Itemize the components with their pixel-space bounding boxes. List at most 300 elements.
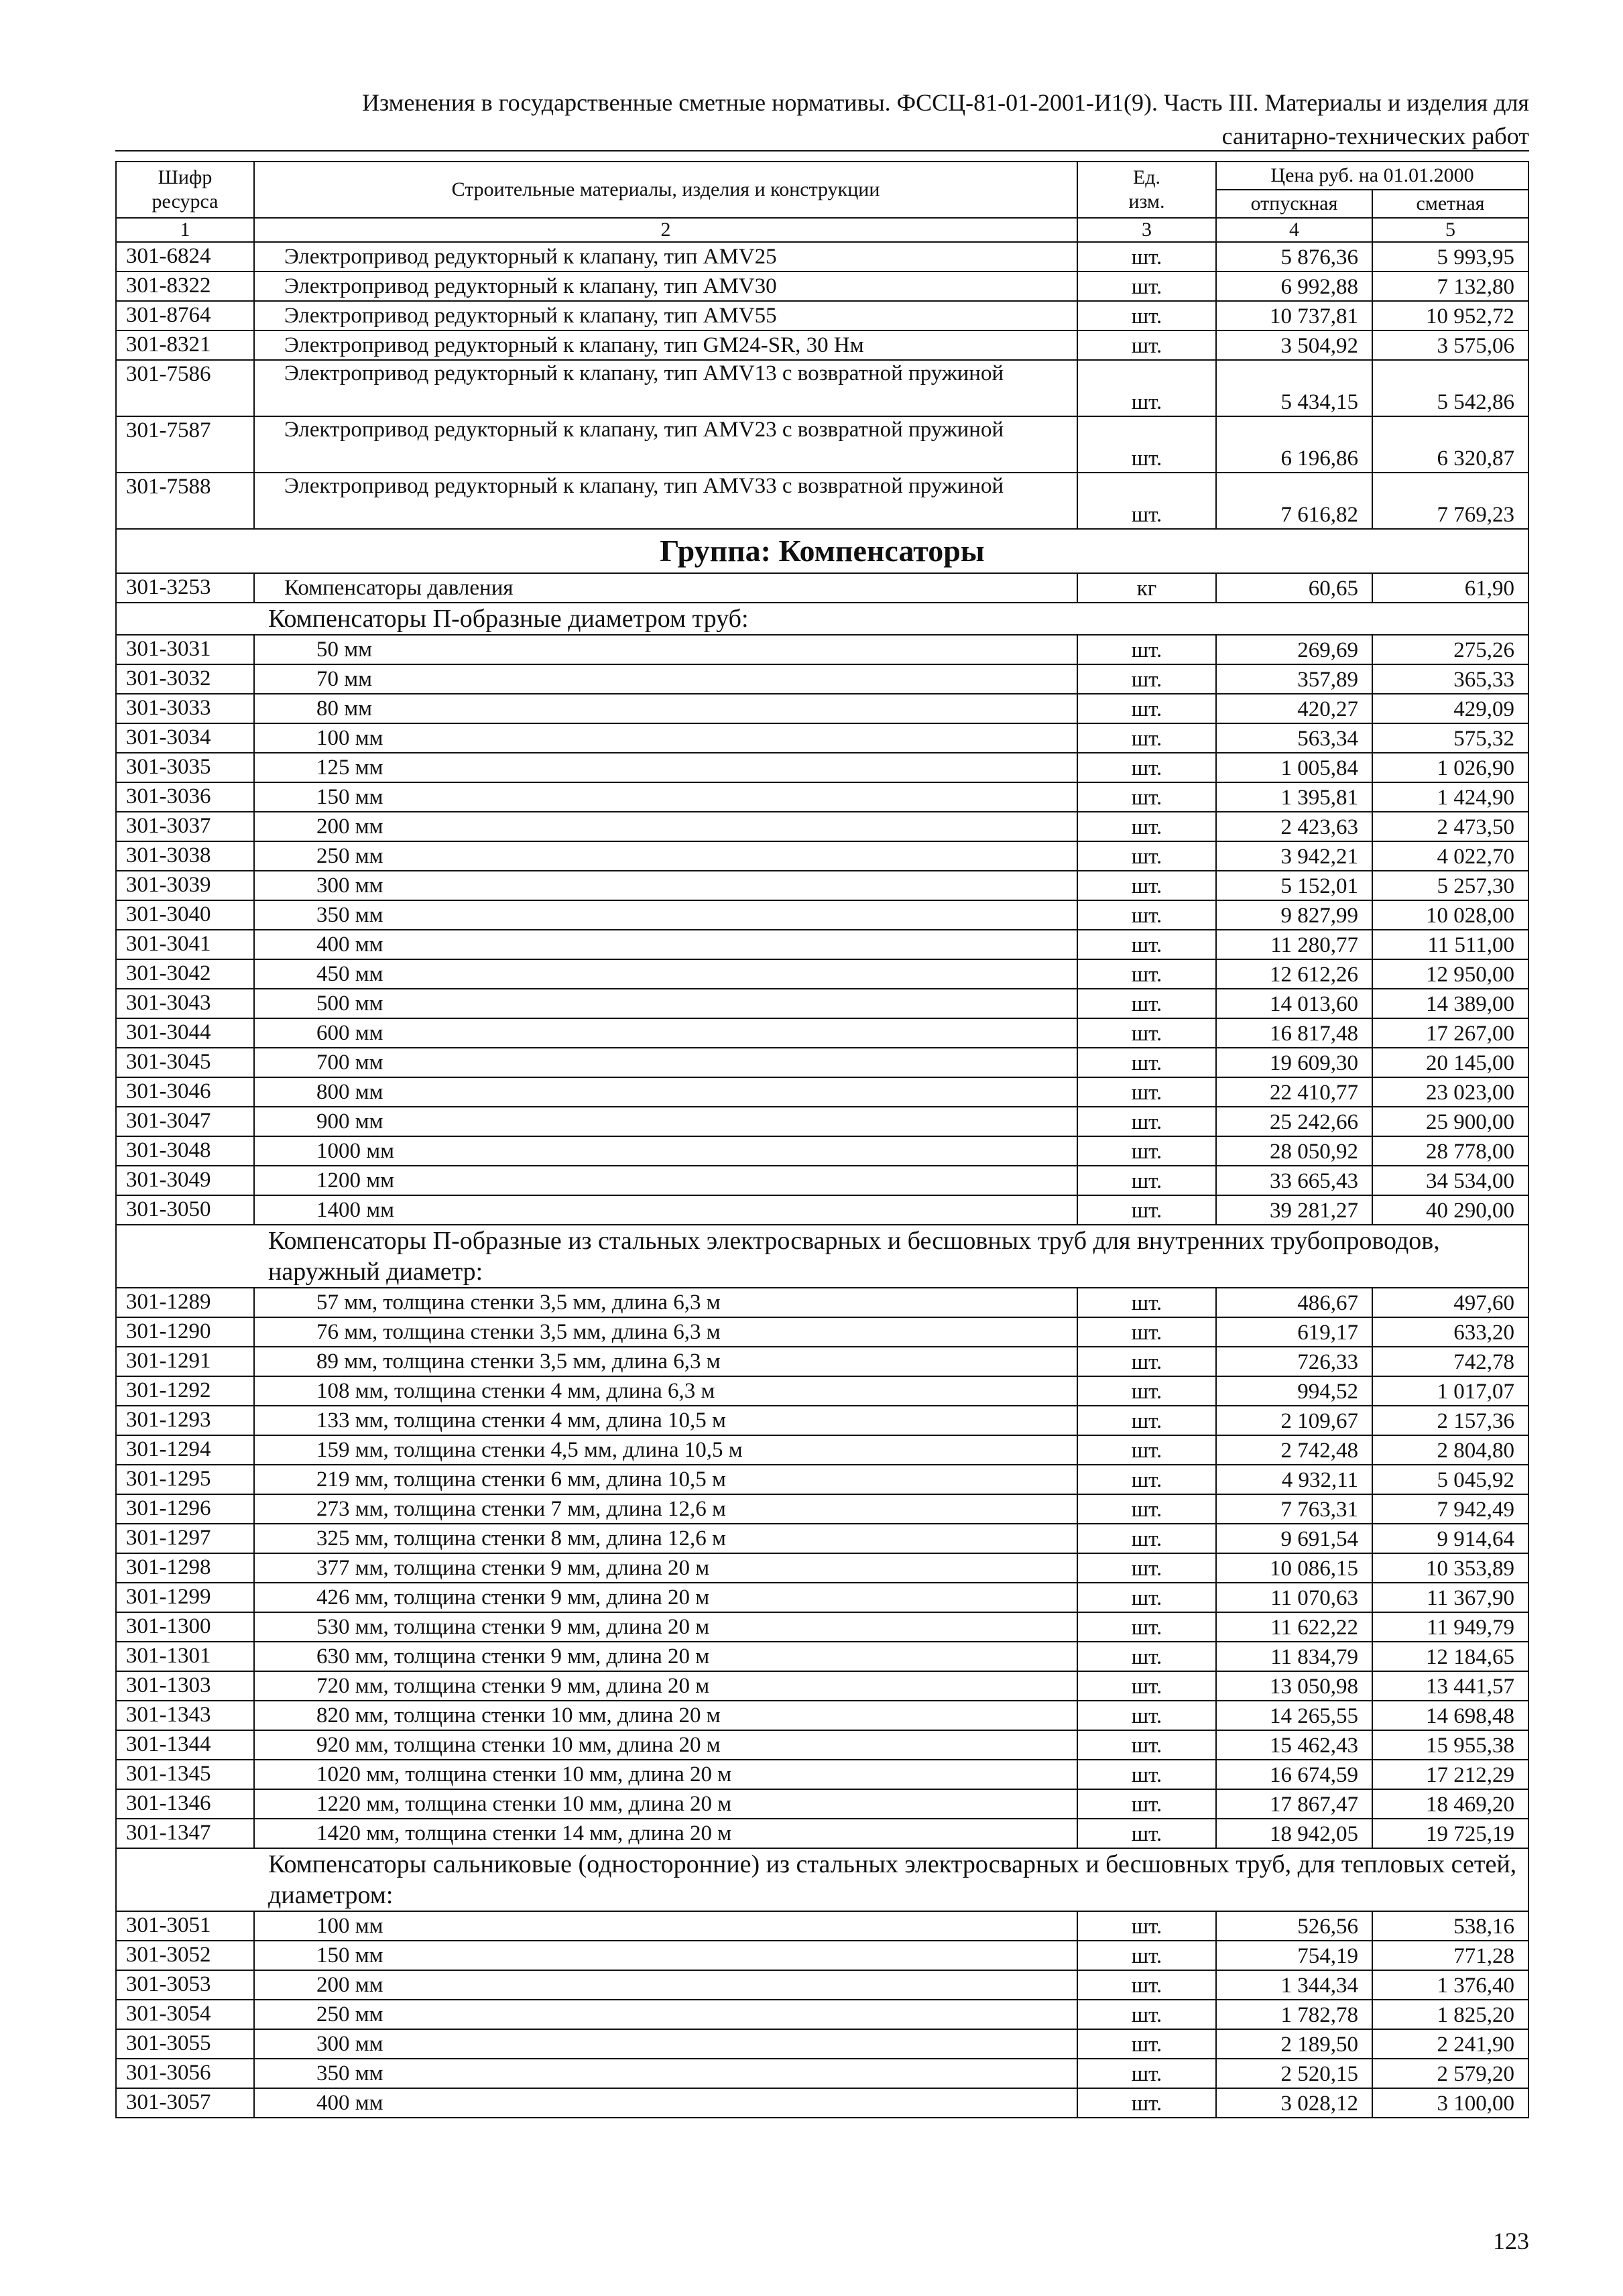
estimate-price: 10 028,00 [1372,900,1528,930]
table-row [116,1465,1528,1494]
release-price: 11 280,77 [1216,930,1372,959]
unit-cell: шт. [1077,1406,1216,1435]
unit-cell: шт. [1077,416,1216,473]
unit-cell: шт. [1077,1730,1216,1760]
table-row [116,1642,1528,1671]
resource-code: 301-3049 [116,1166,254,1195]
table-row [116,989,1528,1018]
table-row [116,1583,1528,1612]
unit-cell: шт. [1077,1701,1216,1730]
table-row [116,1376,1528,1406]
table-row [116,812,1528,841]
resource-code: 301-3040 [116,900,254,930]
unit-cell: шт. [1077,1435,1216,1465]
unit-cell: шт. [1077,694,1216,723]
material-name: 350 мм [254,900,1077,930]
table-row [116,1077,1528,1107]
col-index-4: 4 [1216,218,1372,242]
unit-cell: шт. [1077,271,1216,301]
material-name: 159 мм, толщина стенки 4,5 мм, длина 10,5 м [254,1435,1077,1465]
material-name: 600 мм [254,1018,1077,1048]
table-row [116,1018,1528,1048]
material-name: 133 мм, толщина стенки 4 мм, длина 10,5 м [254,1406,1077,1435]
resource-code: 301-3039 [116,871,254,900]
resource-code: 301-1300 [116,1612,254,1642]
table-row [116,1789,1528,1819]
resource-code: 301-1303 [116,1671,254,1701]
table-row [116,2088,1528,2118]
table-row [116,930,1528,959]
material-name: 400 мм [254,930,1077,959]
material-name: 630 мм, толщина стенки 9 мм, длина 20 м [254,1642,1077,1671]
unit-cell: шт. [1077,1553,1216,1583]
resource-code: 301-3034 [116,723,254,753]
table-row [116,271,1528,301]
material-name: 377 мм, толщина стенки 9 мм, длина 20 м [254,1553,1077,1583]
table-row [116,360,1528,416]
estimate-price: 429,09 [1372,694,1528,723]
release-price: 726,33 [1216,1347,1372,1376]
unit-cell: шт. [1077,1288,1216,1317]
estimate-price: 2 804,80 [1372,1435,1528,1465]
unit-cell: шт. [1077,360,1216,416]
unit-cell: шт. [1077,1077,1216,1107]
estimate-price: 771,28 [1372,1941,1528,1970]
table-row [116,330,1528,360]
page-number: 123 [1493,2228,1529,2254]
table-row [116,2000,1528,2029]
material-name: 920 мм, толщина стенки 10 мм, длина 20 м [254,1730,1077,1760]
release-price: 754,19 [1216,1941,1372,1970]
material-name: 89 мм, толщина стенки 3,5 мм, длина 6,3 м [254,1347,1077,1376]
release-price: 2 423,63 [1216,812,1372,841]
release-price: 7 616,82 [1216,473,1372,529]
resource-code: 301-1293 [116,1406,254,1435]
release-price: 18 942,05 [1216,1819,1372,1848]
estimate-price: 12 950,00 [1372,959,1528,989]
estimate-price: 5 257,30 [1372,871,1528,900]
unit-cell: шт. [1077,664,1216,694]
material-name: 300 мм [254,2029,1077,2059]
estimate-price: 538,16 [1372,1911,1528,1941]
table-row [116,1166,1528,1195]
unit-cell: шт. [1077,782,1216,812]
estimate-price: 6 320,87 [1372,416,1528,473]
material-name: 200 мм [254,812,1077,841]
release-price: 9 827,99 [1216,900,1372,930]
col-header-code-l1: Шифр [158,166,213,188]
estimate-price: 275,26 [1372,635,1528,664]
material-name: 720 мм, толщина стенки 9 мм, длина 20 м [254,1671,1077,1701]
unit-cell: шт. [1077,1136,1216,1166]
subheading-1-row [116,603,1528,635]
estimate-price: 1 017,07 [1372,1376,1528,1406]
document-header [114,86,1529,153]
estimate-price: 12 184,65 [1372,1642,1528,1671]
estimate-price: 3 575,06 [1372,330,1528,360]
table-row [116,1701,1528,1730]
release-price: 11 622,22 [1216,1612,1372,1642]
estimate-price: 15 955,38 [1372,1730,1528,1760]
estimate-price: 11 511,00 [1372,930,1528,959]
unit-cell: кг [1077,573,1216,603]
col-index-5: 5 [1372,218,1528,242]
release-price: 60,65 [1216,573,1372,603]
release-price: 619,17 [1216,1317,1372,1347]
estimate-price: 7 769,23 [1372,473,1528,529]
release-price: 2 742,48 [1216,1435,1372,1465]
resource-code: 301-8322 [116,271,254,301]
release-price: 14 013,60 [1216,989,1372,1018]
estimate-price: 2 157,36 [1372,1406,1528,1435]
estimate-price: 1 825,20 [1372,2000,1528,2029]
estimate-price: 5 045,92 [1372,1465,1528,1494]
estimate-price: 497,60 [1372,1288,1528,1317]
unit-cell: шт. [1077,959,1216,989]
estimate-price: 633,20 [1372,1317,1528,1347]
material-name: 80 мм [254,694,1077,723]
estimate-price: 11 367,90 [1372,1583,1528,1612]
resource-code: 301-8764 [116,301,254,330]
table-row [116,1941,1528,1970]
release-price: 5 876,36 [1216,242,1372,271]
release-price: 16 817,48 [1216,1018,1372,1048]
release-price: 9 691,54 [1216,1524,1372,1553]
material-name: 1000 мм [254,1136,1077,1166]
unit-cell: шт. [1077,2059,1216,2088]
unit-cell: шт. [1077,1195,1216,1225]
material-name: 200 мм [254,1970,1077,2000]
material-name: 325 мм, толщина стенки 8 мм, длина 12,6 м [254,1524,1077,1553]
resource-code: 301-1347 [116,1819,254,1848]
table-row [116,1819,1528,1848]
resource-code: 301-3056 [116,2059,254,2088]
estimate-price: 3 100,00 [1372,2088,1528,2118]
resource-code: 301-3052 [116,1941,254,1970]
release-price: 6 196,86 [1216,416,1372,473]
table-row [116,1671,1528,1701]
col-header-name: Строительные материалы, изделия и конструкции [254,162,1077,218]
release-price: 1 344,34 [1216,1970,1372,2000]
subheading-3-row [116,1848,1528,1911]
unit-cell: шт. [1077,1583,1216,1612]
table-row [116,1435,1528,1465]
material-name: Электропривод редукторный к клапану, тип AMV30 [254,271,1077,301]
table-row [116,1553,1528,1583]
estimate-price: 1 376,40 [1372,1970,1528,2000]
material-name: 530 мм, толщина стенки 9 мм, длина 20 м [254,1612,1077,1642]
material-name: 1220 мм, толщина стенки 10 мм, длина 20 м [254,1789,1077,1819]
estimate-price: 9 914,64 [1372,1524,1528,1553]
unit-cell: шт. [1077,1376,1216,1406]
resource-code: 301-7587 [116,416,254,473]
unit-cell: шт. [1077,330,1216,360]
estimate-price: 5 542,86 [1372,360,1528,416]
estimate-price: 17 212,29 [1372,1760,1528,1789]
resource-code: 301-1297 [116,1524,254,1553]
release-price: 5 152,01 [1216,871,1372,900]
col-header-code [116,162,254,218]
header-line-1: Изменения в государственные сметные нормативы. ФССЦ-81-01-2001-И1(9). Часть III. Материалы и изделия для [361,89,1529,116]
material-name: 150 мм [254,782,1077,812]
unit-cell: шт. [1077,242,1216,271]
unit-cell: шт. [1077,841,1216,871]
unit-cell: шт. [1077,1347,1216,1376]
resource-code: 301-3045 [116,1048,254,1077]
table-row [116,664,1528,694]
subheading-3: Компенсаторы сальниковые (односторонние) из стальных электросварных и бесшовных труб, для тепловых сетей, диаметром: [116,1848,1528,1911]
release-price: 25 242,66 [1216,1107,1372,1136]
table-row [116,723,1528,753]
resource-code: 301-8321 [116,330,254,360]
estimate-price: 7 942,49 [1372,1494,1528,1524]
unit-cell: шт. [1077,2088,1216,2118]
estimate-price: 20 145,00 [1372,1048,1528,1077]
material-name: 1020 мм, толщина стенки 10 мм, длина 20 м [254,1760,1077,1789]
release-price: 11 070,63 [1216,1583,1372,1612]
material-name: 50 мм [254,635,1077,664]
release-price: 2 189,50 [1216,2029,1372,2059]
material-name: 70 мм [254,664,1077,694]
material-name: 700 мм [254,1048,1077,1077]
release-price: 1 782,78 [1216,2000,1372,2029]
estimate-price: 34 534,00 [1372,1166,1528,1195]
estimate-price: 2 579,20 [1372,2059,1528,2088]
release-price: 39 281,27 [1216,1195,1372,1225]
unit-cell: шт. [1077,1317,1216,1347]
col-header-code-l2: ресурса [152,190,219,213]
release-price: 33 665,43 [1216,1166,1372,1195]
resource-code: 301-3035 [116,753,254,782]
release-price: 3 942,21 [1216,841,1372,871]
material-name: Компенсаторы давления [254,573,1077,603]
estimate-price: 14 698,48 [1372,1701,1528,1730]
estimate-price: 1 026,90 [1372,753,1528,782]
unit-cell: шт. [1077,1524,1216,1553]
estimate-price: 4 022,70 [1372,841,1528,871]
unit-cell: шт. [1077,1465,1216,1494]
table-row [116,1406,1528,1435]
unit-cell: шт. [1077,1166,1216,1195]
unit-cell: шт. [1077,1911,1216,1941]
table-row [116,1730,1528,1760]
material-name: 100 мм [254,723,1077,753]
resource-code: 301-3037 [116,812,254,841]
release-price: 269,69 [1216,635,1372,664]
table-row [116,1970,1528,2000]
resource-code: 301-3047 [116,1107,254,1136]
release-price: 357,89 [1216,664,1372,694]
material-name: 900 мм [254,1107,1077,1136]
estimate-price: 1 424,90 [1372,782,1528,812]
table-row [116,1136,1528,1166]
release-price: 420,27 [1216,694,1372,723]
table-row [116,2029,1528,2059]
unit-cell: шт. [1077,723,1216,753]
estimate-price: 5 993,95 [1372,242,1528,271]
unit-cell: шт. [1077,989,1216,1018]
resource-code: 301-1301 [116,1642,254,1671]
estimate-price: 2 473,50 [1372,812,1528,841]
material-name: 125 мм [254,753,1077,782]
estimate-price: 575,32 [1372,723,1528,753]
material-name: Электропривод редукторный к клапану, тип AMV23 с возвратной пружиной [254,416,1077,473]
release-price: 22 410,77 [1216,1077,1372,1107]
release-price: 994,52 [1216,1376,1372,1406]
table-row [116,242,1528,271]
unit-cell: шт. [1077,1760,1216,1789]
table-row [116,1760,1528,1789]
table-row [116,1494,1528,1524]
header-rule [115,150,1529,152]
material-name: Электропривод редукторный к клапану, тип GM24-SR, 30 Нм [254,330,1077,360]
table-row [116,635,1528,664]
material-name: 1200 мм [254,1166,1077,1195]
material-name: Электропривод редукторный к клапану, тип AMV25 [254,242,1077,271]
col-index-3: 3 [1077,218,1216,242]
release-price: 7 763,31 [1216,1494,1372,1524]
estimate-price: 19 725,19 [1372,1819,1528,1848]
material-name: 273 мм, толщина стенки 7 мм, длина 12,6 м [254,1494,1077,1524]
estimate-price: 11 949,79 [1372,1612,1528,1642]
release-price: 28 050,92 [1216,1136,1372,1166]
release-price: 10 086,15 [1216,1553,1372,1583]
resource-code: 301-1298 [116,1553,254,1583]
unit-cell: шт. [1077,753,1216,782]
unit-cell: шт. [1077,1107,1216,1136]
release-price: 17 867,47 [1216,1789,1372,1819]
resource-code: 301-1289 [116,1288,254,1317]
unit-cell: шт. [1077,1941,1216,1970]
resource-code: 301-1296 [116,1494,254,1524]
unit-cell: шт. [1077,1494,1216,1524]
table-row [116,1911,1528,1941]
release-price: 563,34 [1216,723,1372,753]
table-row [116,1524,1528,1553]
resource-code: 301-3033 [116,694,254,723]
table-row [116,1612,1528,1642]
estimate-price: 742,78 [1372,1347,1528,1376]
release-price: 6 992,88 [1216,271,1372,301]
estimate-price: 13 441,57 [1372,1671,1528,1701]
estimate-price: 17 267,00 [1372,1018,1528,1048]
header-line-2: санитарно-технических работ [1221,123,1529,149]
resource-code: 301-3042 [116,959,254,989]
release-price: 12 612,26 [1216,959,1372,989]
price-table-body [116,162,1528,2118]
col-header-estimate: сметная [1372,190,1528,218]
material-name: 300 мм [254,871,1077,900]
release-price: 4 932,11 [1216,1465,1372,1494]
table-row [116,416,1528,473]
subheading-1: Компенсаторы П-образные диаметром труб: [116,603,1528,635]
resource-code: 301-3051 [116,1911,254,1941]
release-price: 2 109,67 [1216,1406,1372,1435]
estimate-price: 25 900,00 [1372,1107,1528,1136]
estimate-price: 7 132,80 [1372,271,1528,301]
resource-code: 301-6824 [116,242,254,271]
table-row [116,301,1528,330]
resource-code: 301-1346 [116,1789,254,1819]
material-name: 450 мм [254,959,1077,989]
material-name: 800 мм [254,1077,1077,1107]
group-heading: Группа: Компенсаторы [116,529,1528,573]
resource-code: 301-3053 [116,1970,254,2000]
material-name: 500 мм [254,989,1077,1018]
col-header-release: отпускная [1216,190,1372,218]
table-row [116,2059,1528,2088]
resource-code: 301-3031 [116,635,254,664]
unit-cell: шт. [1077,1789,1216,1819]
table-row [116,1195,1528,1225]
material-name: 250 мм [254,2000,1077,2029]
release-price: 1 005,84 [1216,753,1372,782]
table-row [116,1317,1528,1347]
unit-cell: шт. [1077,301,1216,330]
material-name: 150 мм [254,1941,1077,1970]
material-name: 820 мм, толщина стенки 10 мм, длина 20 м [254,1701,1077,1730]
resource-code: 301-3044 [116,1018,254,1048]
col-index-1: 1 [116,218,254,242]
estimate-price: 10 952,72 [1372,301,1528,330]
table-row [116,1288,1528,1317]
estimate-price: 61,90 [1372,573,1528,603]
material-name: 350 мм [254,2059,1077,2088]
price-table [115,161,1529,2118]
release-price: 1 395,81 [1216,782,1372,812]
unit-cell: шт. [1077,930,1216,959]
table-row [116,473,1528,529]
resource-code: 301-7586 [116,360,254,416]
resource-code: 301-3041 [116,930,254,959]
table-row [116,1347,1528,1376]
resource-code: 301-3055 [116,2029,254,2059]
subheading-2-row [116,1225,1528,1288]
release-price: 16 674,59 [1216,1760,1372,1789]
unit-cell: шт. [1077,1970,1216,2000]
unit-cell: шт. [1077,2029,1216,2059]
release-price: 19 609,30 [1216,1048,1372,1077]
release-price: 3 504,92 [1216,330,1372,360]
resource-code: 301-1343 [116,1701,254,1730]
release-price: 2 520,15 [1216,2059,1372,2088]
unit-cell: шт. [1077,1819,1216,1848]
unit-cell: шт. [1077,1048,1216,1077]
resource-code: 301-3046 [116,1077,254,1107]
table-row [116,900,1528,930]
col-header-unit-l2: изм. [1128,190,1165,213]
material-name: Электропривод редукторный к клапану, тип AMV33 с возвратной пружиной [254,473,1077,529]
material-name: 219 мм, толщина стенки 6 мм, длина 10,5 м [254,1465,1077,1494]
release-price: 486,67 [1216,1288,1372,1317]
material-name: 76 мм, толщина стенки 3,5 мм, длина 6,3 м [254,1317,1077,1347]
unit-cell: шт. [1077,1671,1216,1701]
release-price: 11 834,79 [1216,1642,1372,1671]
release-price: 14 265,55 [1216,1701,1372,1730]
group-heading-row [116,529,1528,573]
material-name: 1420 мм, толщина стенки 14 мм, длина 20 м [254,1819,1077,1848]
material-name: Электропривод редукторный к клапану, тип AMV13 с возвратной пружиной [254,360,1077,416]
estimate-price: 40 290,00 [1372,1195,1528,1225]
table-row [116,959,1528,989]
unit-cell: шт. [1077,812,1216,841]
estimate-price: 28 778,00 [1372,1136,1528,1166]
resource-code: 301-1292 [116,1376,254,1406]
material-name: 400 мм [254,2088,1077,2118]
material-name: 108 мм, толщина стенки 4 мм, длина 6,3 м [254,1376,1077,1406]
resource-code: 301-1291 [116,1347,254,1376]
column-index-row [116,218,1528,242]
